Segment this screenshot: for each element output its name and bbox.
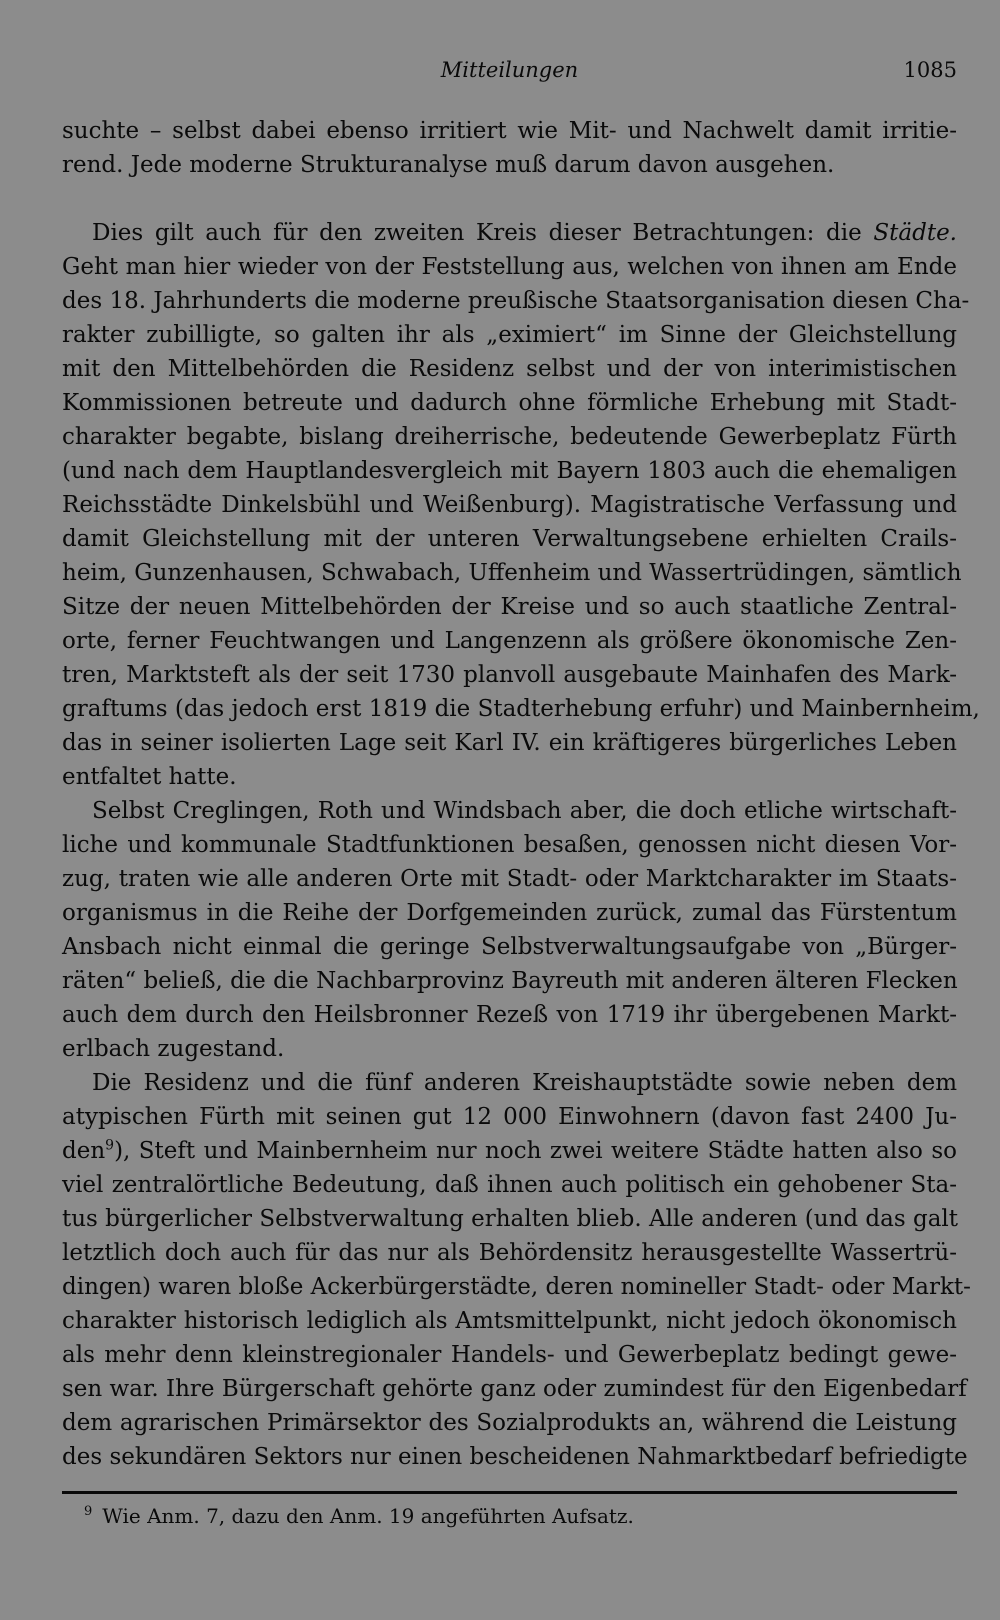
- text-line: dem agrarischen Primärsektor des Sozialprodukts an, während die Leistung: [62, 1410, 957, 1436]
- footnote-mark: 9: [84, 1504, 93, 1520]
- text-line: dingen) waren bloße Ackerbürgerstädte, deren nomineller Stadt- oder Markt-: [62, 1274, 971, 1300]
- text-line: rend. Jede moderne Strukturanalyse muß darum davon ausgehen.: [62, 152, 835, 178]
- text-line: des 18. Jahrhunderts die moderne preußische Staatsorganisation diesen Cha-: [62, 288, 970, 314]
- text-line: Sitze der neuen Mittelbehörden der Kreise und so auch staatliche Zentral-: [62, 594, 957, 620]
- footnote-reference: 9: [105, 1137, 115, 1154]
- text-line: den$^9$), Steft und Mainbernheim nur noch zwei weitere Städte hatten also so: [62, 1137, 957, 1164]
- text-line: tren, Marktsteft als der seit 1730 planvoll ausgebaute Mainhafen des Mark-: [62, 662, 957, 688]
- text-line: atypischen Fürth mit seinen gut 12 000 Einwohnern (davon fast 2400 Ju-: [62, 1104, 957, 1130]
- text-line: organismus in die Reihe der Dorfgemeinden zurück, zumal das Fürstentum: [62, 900, 957, 926]
- text-line: Kommissionen betreute und dadurch ohne förmliche Erhebung mit Stadt-: [62, 390, 957, 416]
- text-line: des sekundären Sektors nur einen bescheidenen Nahmarktbedarf befriedigte: [62, 1444, 968, 1470]
- text-line: zug, traten wie alle anderen Orte mit Stadt- oder Marktcharakter im Staats-: [62, 866, 957, 892]
- text-line: viel zentralörtliche Bedeutung, daß ihnen auch politisch ein gehobener Sta-: [62, 1172, 957, 1198]
- footnote-text: Wie Anm. 7, dazu den Anm. 19 angeführten Aufsatz.: [102, 1504, 634, 1528]
- text-line: als mehr denn kleinstregionaler Handels- und Gewerbeplatz bedingt gewe-: [62, 1342, 957, 1368]
- text-line: damit Gleichstellung mit der unteren Verwaltungsebene erhielten Crails-: [62, 526, 957, 552]
- paragraph: [62, 1066, 971, 1474]
- paragraph: [62, 114, 957, 182]
- text-line: Selbst Creglingen, Roth und Windsbach aber, die doch etliche wirtschaft-: [92, 798, 957, 824]
- text-line: Die Residenz und die fünf anderen Kreishauptstädte sowie neben dem: [92, 1070, 957, 1096]
- text-line: entfaltet hatte.: [62, 764, 237, 790]
- body-text: [62, 114, 980, 1474]
- text-line: liche und kommunale Stadtfunktionen besaßen, genossen nicht diesen Vor-: [62, 832, 957, 858]
- text-line: (und nach dem Hauptlandesvergleich mit Bayern 1803 auch die ehemaligen: [62, 458, 957, 484]
- footnote: [84, 1504, 634, 1528]
- text-line: räten“ beließ, die die Nachbarprovinz Bayreuth mit anderen älteren Flecken: [62, 968, 958, 994]
- text-line: suchte – selbst dabei ebenso irritiert wie Mit- und Nachwelt damit irritie-: [62, 118, 957, 144]
- text-line: graftums (das jedoch erst 1819 die Stadterhebung erfuhr) und Mainbernheim,: [62, 696, 980, 722]
- text-line: charakter begabte, bislang dreiherrische, bedeutende Gewerbeplatz Fürth: [62, 424, 957, 450]
- page-header: [62, 58, 957, 90]
- running-title: Mitteilungen: [440, 58, 579, 82]
- text-line: Dies gilt auch für den zweiten Kreis dieser Betrachtungen: die Städte.: [92, 220, 957, 246]
- text-line: rakter zubilligte, so galten ihr als „eximiert“ im Sinne der Gleichstellung: [62, 322, 957, 348]
- text-line: charakter historisch lediglich als Amtsmittelpunkt, nicht jedoch ökonomisch: [62, 1308, 957, 1334]
- text-line: tus bürgerlicher Selbstverwaltung erhalten blieb. Alle anderen (und das galt: [62, 1206, 959, 1232]
- text-line: mit den Mittelbehörden die Residenz selbst und der von interimistischen: [62, 356, 957, 382]
- text-line: erlbach zugestand.: [62, 1036, 285, 1062]
- footnote-rule: [62, 1491, 957, 1494]
- paragraph: [62, 794, 957, 1066]
- text-line: Ansbach nicht einmal die geringe Selbstverwaltungsaufgabe von „Bürger-: [62, 934, 957, 960]
- paragraph: [62, 216, 980, 794]
- text-line: auch dem durch den Heilsbronner Rezeß von 1719 ihr übergebenen Markt-: [62, 1002, 957, 1028]
- text-line: heim, Gunzenhausen, Schwabach, Uffenheim und Wassertrüdingen, sämtlich: [62, 560, 962, 586]
- page-number: 1085: [903, 58, 957, 82]
- text-line: orte, ferner Feuchtwangen und Langenzenn als größere ökonomische Zen-: [62, 628, 957, 654]
- emphasis-text: Städte.: [873, 220, 957, 246]
- text-line: Reichsstädte Dinkelsbühl und Weißenburg). Magistratische Verfassung und: [62, 492, 957, 518]
- text-line: letztlich doch auch für das nur als Behördensitz herausgestellte Wassertrü-: [62, 1240, 957, 1266]
- text-line: Geht man hier wieder von der Feststellung aus, welchen von ihnen am Ende: [62, 254, 957, 280]
- text-line: sen war. Ihre Bürgerschaft gehörte ganz oder zumindest für den Eigenbedarf: [62, 1376, 967, 1402]
- text-line: das in seiner isolierten Lage seit Karl IV. ein kräftigeres bürgerliches Leben: [62, 730, 957, 756]
